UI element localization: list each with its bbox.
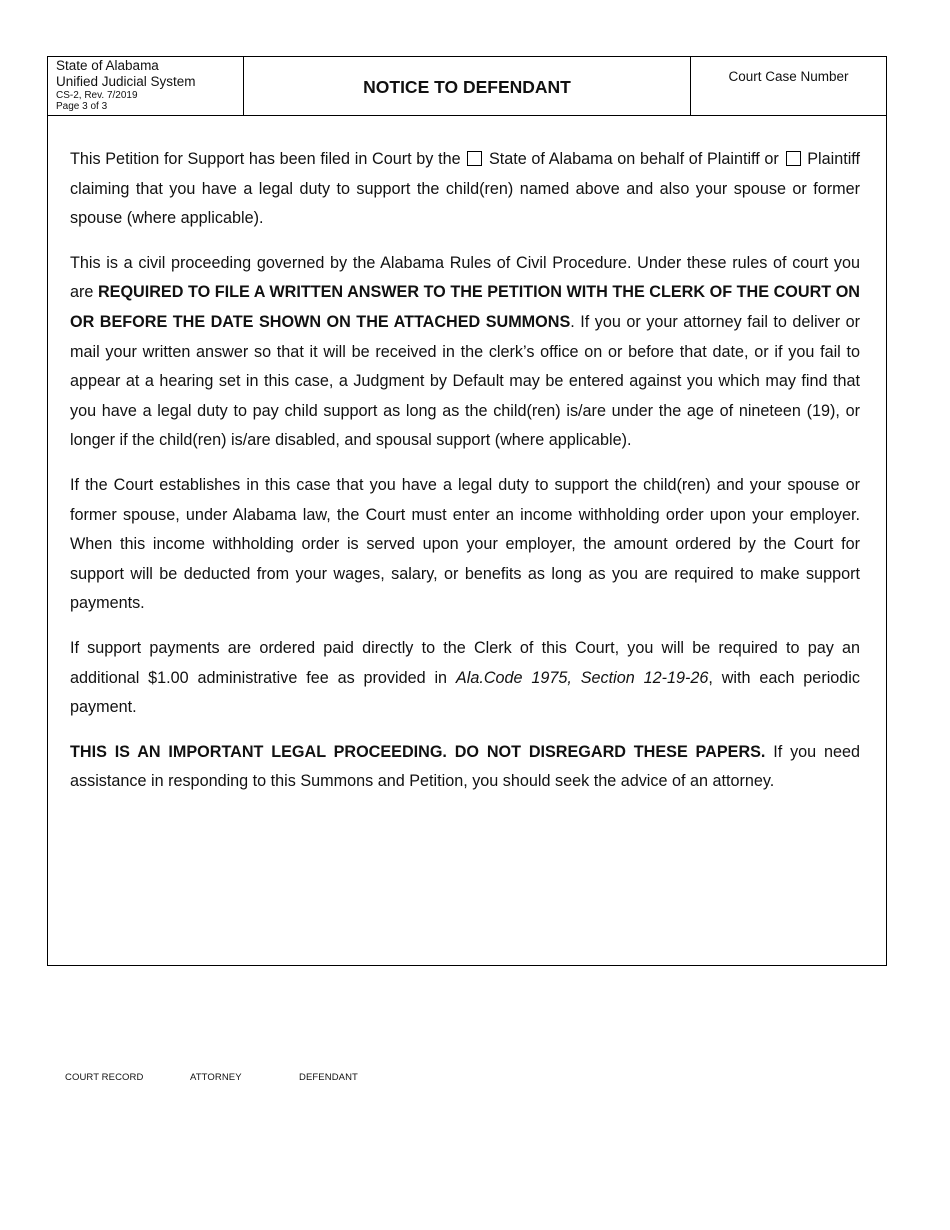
copy-attorney: ATTORNEY <box>190 1072 242 1083</box>
statute-citation: Ala.Code 1975, Section 12-19-26 <box>455 668 709 687</box>
notice-form <box>47 56 887 966</box>
required-answer-notice: REQUIRED TO FILE A WRITTEN ANSWER TO THE PETITION WITH THE CLERK OF THE COURT ON OR BEFORE THE DATE SHOWN ON THE ATTACHED SUMMONS <box>70 283 860 331</box>
judicial-system-name: Unified Judicial System <box>56 74 196 89</box>
court-case-number-field[interactable] <box>691 57 886 115</box>
state-of-alabama-checkbox[interactable] <box>467 151 482 166</box>
page-number: Page 3 of 3 <box>56 101 108 112</box>
page-title: NOTICE TO DEFENDANT <box>244 57 691 115</box>
court-case-number-label: Court Case Number <box>728 69 849 84</box>
distribution-footer <box>0 1072 950 1086</box>
form-revision: CS-2, Rev. 7/2019 <box>56 90 138 101</box>
court-identity-block <box>48 57 244 115</box>
paragraph-civil-proceeding: This is a civil proceeding governed by the Alabama Rules of Civil Procedure. Under these rules of court you are REQUIRED TO FILE A WRITTEN ANSWER TO THE PETITION WITH THE CLERK OF THE COURT ON OR BEFORE THE DATE SHOWN ON THE ATTACHED SUMMONS. If you or your attorney fail to deliver or mail your written answer so that it will be received in the clerk’s office on or before that date, or if you fail to appear at a hearing set in this case, a Judgment by Default may be entered against you which may find that you have a legal duty to pay child support as long as the child(ren) is/are under the age of nineteen (19), or longer if the child(ren) is/are disabled, and spousal support (where applicable). <box>70 253 860 450</box>
notice-body <box>70 145 860 812</box>
paragraph-filed-by: This Petition for Support has been filed in Court by the State of Alabama on behalf of Plaintiff or Plaintiff claiming that you have a legal duty to support the child(ren) named above and also your spouse or former spouse (where applicable). <box>70 150 860 228</box>
state-name: State of Alabama <box>56 58 159 73</box>
important-warning: THIS IS AN IMPORTANT LEGAL PROCEEDING. DO NOT DISREGARD THESE PAPERS. <box>70 742 766 761</box>
form-header <box>48 57 886 116</box>
paragraph-important-warning: THIS IS AN IMPORTANT LEGAL PROCEEDING. DO NOT DISREGARD THESE PAPERS. If you need assistance in responding to this Summons and Petition, you should seek the advice of an attorney. <box>70 742 860 791</box>
paragraph-administrative-fee: If support payments are ordered paid directly to the Clerk of this Court, you will be required to pay an additional $1.00 administrative fee as provided in Ala.Code 1975, Section 12-19-26, with each periodic payment. <box>70 638 860 717</box>
paragraph-income-withholding: If the Court establishes in this case that you have a legal duty to support the child(ren) and your spouse or former spouse, under Alabama law, the Court must enter an income withholding order upon your employer. When this income withholding order is served upon your employer, the amount ordered by the Court for support will be deducted from your wages, salary, or benefits as long as you are required to make support payments. <box>70 475 860 613</box>
plaintiff-checkbox[interactable] <box>786 151 801 166</box>
copy-defendant: DEFENDANT <box>299 1072 358 1083</box>
copy-court-record: COURT RECORD <box>65 1072 144 1083</box>
